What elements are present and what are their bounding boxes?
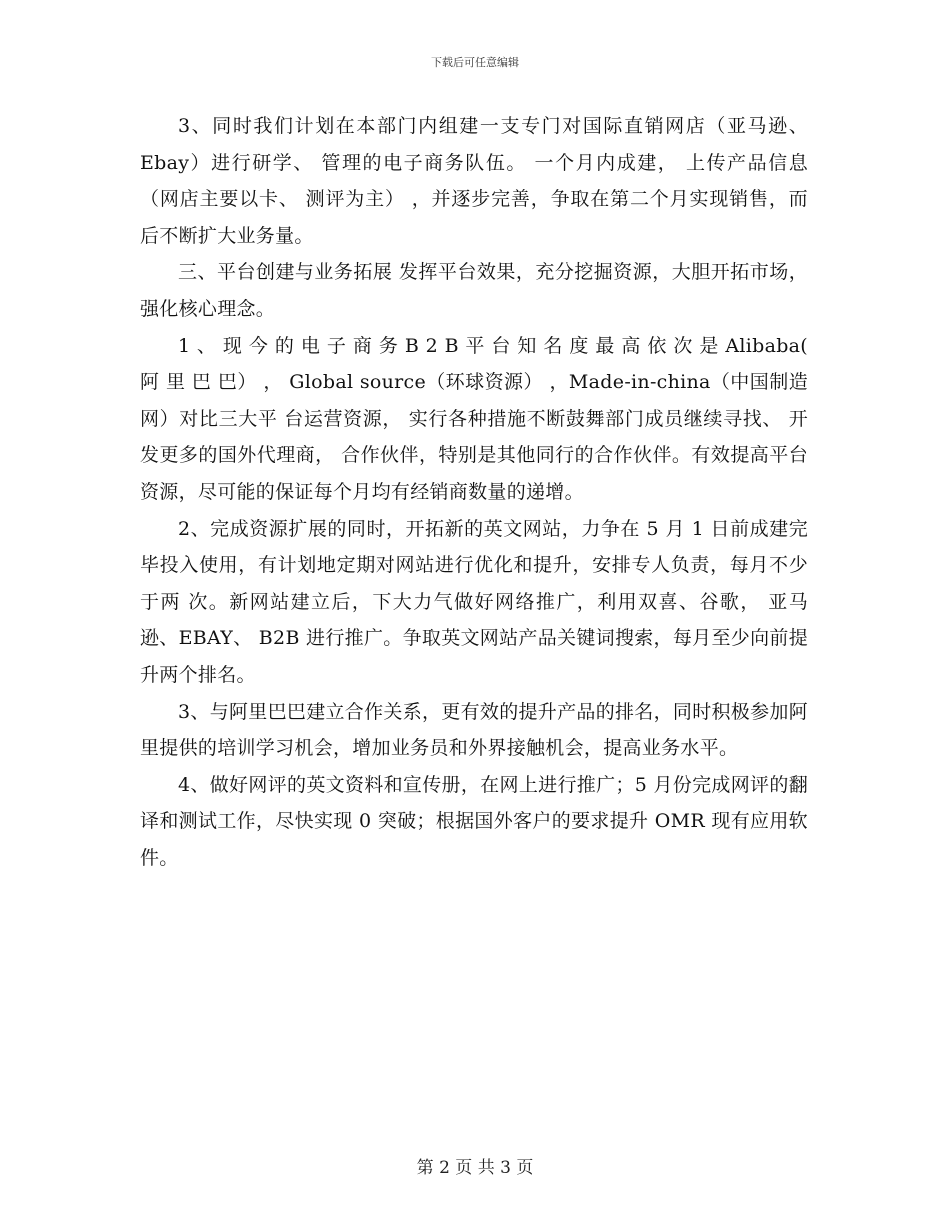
paragraph-item-3-ebay: 3、同时我们计划在本部门内组建一支专门对国际直销网店（亚马逊、Ebay）进行研学、 管理的电子商务队伍。 一个月内成建， 上传产品信息 （网店主要以卡、 测评为主） ，并逐步完善，争取在第二个月实现销售，而后不断扩大业务量。 — [140, 115, 808, 247]
page-header: 下载后可任意编辑 — [431, 56, 519, 69]
paragraph-section-three-heading: 三、平台创建与业务拓展 发挥平台效果，充分挖掘资源，大胆开拓市场，强化核心理念。 — [140, 261, 808, 320]
page-number-footer: 第 2 页 共 3 页 — [416, 1158, 534, 1178]
paragraph-item-4-reviews: 4、做好网评的英文资料和宣传册，在网上进行推广；5 月份完成网评的翻 译和测试工作，尽快实现 0 突破；根据国外客户的要求提升 OMR 现有应用软件。 — [140, 773, 808, 869]
paragraph-item-3-alibaba: 3、与阿里巴巴建立合作关系，更有效的提升产品的排名，同时积极参加阿 里提供的培训学习机会，增加业务员和外界接触机会，提高业务水平。 — [140, 700, 808, 760]
paragraph-item-1-b2b-platforms: 1 、 现 今 的 电 子 商 务 B 2 B 平 台 知 名 度 最 高 依 次 是 Alibaba( 阿 里 巴 巴） ， Global source（环球资源） ，Made-in-china（中国制造网）对比三大平 台运营资源， 实行各种措施不断鼓舞部门成员继续寻找、 开发更多的国外代理商， 合作伙伴，特别是其他同行的合作伙伴。有效提高平台资源，尽可能的保证每个月均有经销商数量的递增。 — [140, 334, 808, 503]
paragraph-item-2-english-website: 2、完成资源扩展的同时，开拓新的英文网站，力争在 5 月 1 日前成建完毕投入使用，有计划地定期对网站进行优化和提升，安排专人负责，每月不少于两 次。新网站建立后，下大力气做好网络推广，利用双喜、谷歌， 亚马逊、EBAY、 B2B 进行推广。争取英文网站产品关键词搜索，每月至少向前提升两个排名。 — [140, 517, 808, 686]
document-body — [140, 108, 808, 876]
